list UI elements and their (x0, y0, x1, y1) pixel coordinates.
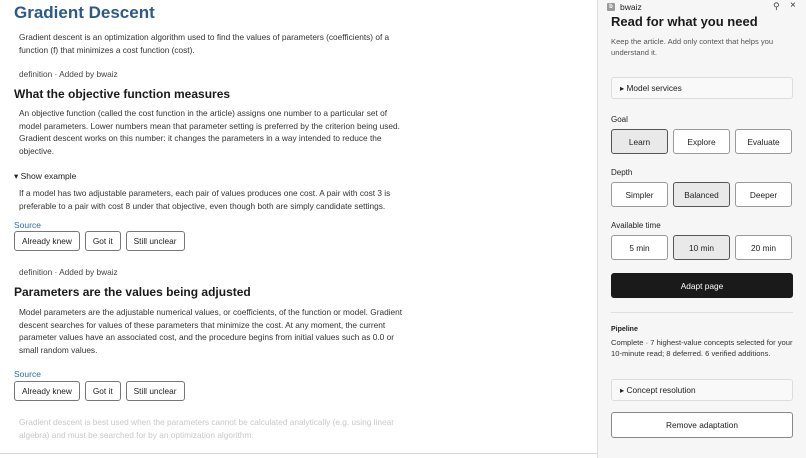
faded-paragraph: Gradient descent is best used when the parameters cannot be calculated analytically (e.g. using linear algebra) and must be searched for by an optimization algorithm. (19, 417, 394, 440)
time-5-option[interactable]: 5 min (611, 235, 668, 260)
time-selector (611, 235, 792, 260)
depth-selector (611, 182, 792, 207)
adapt-page-button[interactable]: Adapt page (611, 273, 793, 298)
source-link[interactable]: Source (14, 220, 41, 230)
depth-balanced-option[interactable]: Balanced (673, 182, 730, 207)
section-heading: Parameters are the values being adjusted (14, 285, 251, 299)
divider (611, 312, 793, 313)
goal-selector (611, 129, 792, 154)
close-icon[interactable]: × (790, 0, 796, 11)
intro-paragraph: Gradient descent is an optimization algorithm used to find the values of parameters (coefficients) of a function (f) that minimizes a cost function (cost). (19, 32, 390, 55)
panel-title: Read for what you need (611, 14, 758, 29)
brand-name: bwaiz (620, 2, 642, 12)
adaptation-panel (597, 0, 806, 458)
concept-resolution-accordion[interactable]: ▸ Concept resolution (611, 379, 793, 401)
brand-logo-icon: b (607, 3, 615, 11)
goal-evaluate-option[interactable]: Evaluate (735, 129, 792, 154)
section-body: An objective function (called the cost function in the article) assigns one number to a particular set of model parameters. Lower numbers mean that parameter setting is preferred by the criterion being used. Gradient descent works on this number: it changes the parameters in a way intended to reduce the objective. (19, 108, 400, 156)
time-20-option[interactable]: 20 min (735, 235, 792, 260)
still-unclear-button[interactable]: Still unclear (126, 381, 185, 401)
depth-simpler-option[interactable]: Simpler (611, 182, 668, 207)
model-services-accordion[interactable]: ▸ Model services (611, 77, 793, 99)
time-10-option[interactable]: 10 min (673, 235, 730, 260)
section-meta: definition · Added by bwaiz (19, 267, 118, 277)
feedback-buttons (14, 231, 185, 251)
feedback-buttons (14, 381, 185, 401)
goal-learn-option[interactable]: Learn (611, 129, 668, 154)
depth-deeper-option[interactable]: Deeper (735, 182, 792, 207)
goal-explore-option[interactable]: Explore (673, 129, 730, 154)
section-heading: What the objective function measures (14, 87, 231, 101)
still-unclear-button[interactable]: Still unclear (126, 231, 185, 251)
got-it-button[interactable]: Got it (85, 231, 121, 251)
panel-subtitle: Keep the article. Add only context that helps you understand it. (611, 37, 774, 57)
remove-adaptation-button[interactable]: Remove adaptation (611, 412, 793, 438)
pin-icon[interactable]: ⚲ (773, 1, 780, 11)
already-knew-button[interactable]: Already knew (14, 381, 80, 401)
section-meta: definition · Added by bwaiz (19, 69, 118, 79)
source-link[interactable]: Source (14, 369, 41, 379)
depth-label: Depth (611, 168, 633, 177)
got-it-button[interactable]: Got it (85, 381, 121, 401)
section-body: Model parameters are the adjustable numerical values, or coefficients, of the function or model. Gradient descent searches for values of these parameters that minimize the cost. At any moment, the current parameter values have an associated cost, and the procedure begins from initial values such as 0.0 or small random values. (19, 307, 403, 355)
show-example-toggle[interactable]: ▾ Show example (14, 171, 77, 181)
already-knew-button[interactable]: Already knew (14, 231, 80, 251)
pipeline-status: Complete · 7 highest-value concepts selected for your 10-minute read; 8 deferred. 6 verified additions. (611, 338, 793, 358)
article-title: Gradient Descent (14, 3, 155, 22)
divider (0, 453, 597, 454)
example-text: If a model has two adjustable parameters, each pair of values produces one cost. A pair with cost 3 is preferable to a pair with cost 8 under that objective, even though both are simply candidate settings. (19, 188, 391, 211)
goal-label: Goal (611, 115, 628, 124)
panel-header (598, 0, 806, 13)
time-label: Available time (611, 221, 661, 230)
pipeline-label: Pipeline (611, 326, 638, 333)
